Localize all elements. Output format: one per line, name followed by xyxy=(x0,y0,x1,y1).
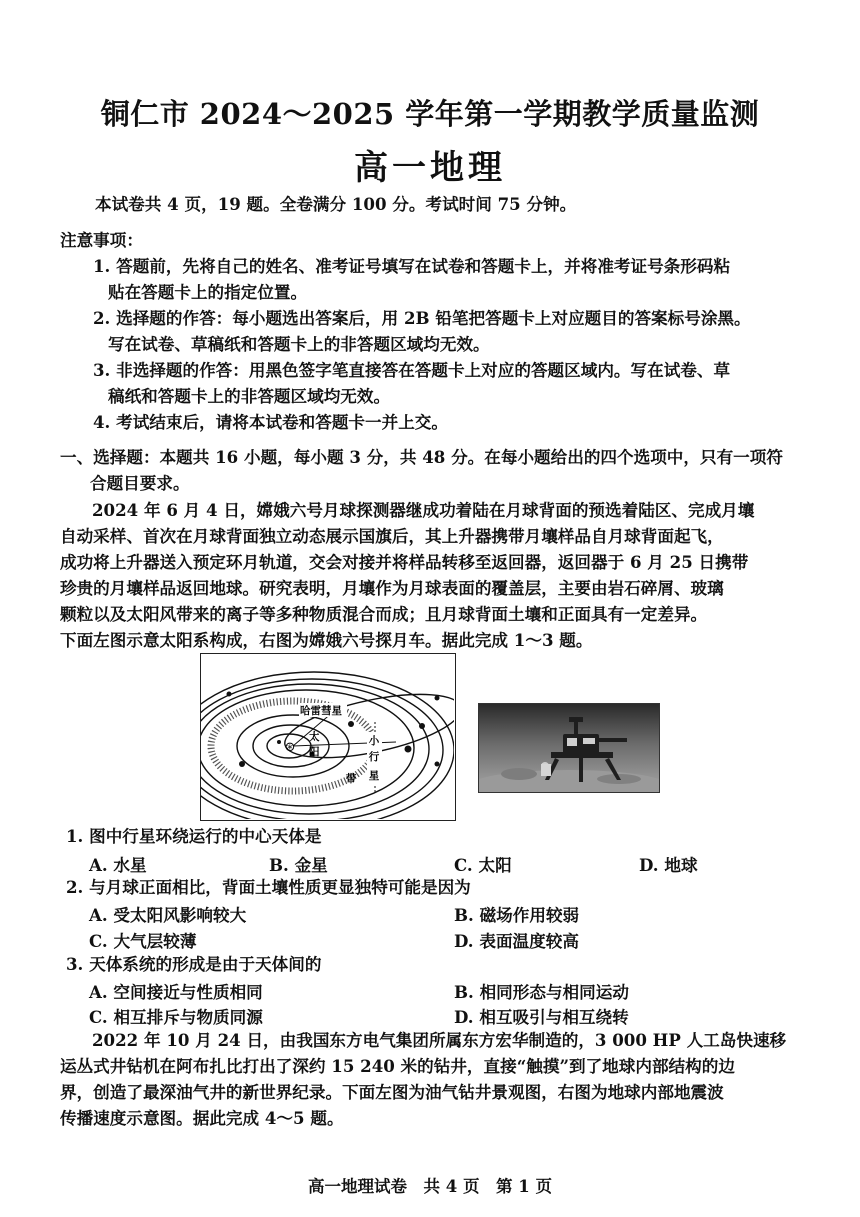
passage-line: 运丛式井钻机在阿布扎比打出了深约 15 240 米的钻井，直接“触摸”到了地球内部结构的边 xyxy=(60,1056,735,1076)
notice-line: 3. 非选择题的作答：用黑色签字笔直接答在答题卡上对应的答题区域内。写在试卷、草 xyxy=(93,360,731,380)
option-b: B. 磁场作用较弱 xyxy=(454,905,580,925)
notice-line: 贴在答题卡上的指定位置。 xyxy=(108,282,308,302)
passage-line: 自动采样、首次在月球背面独立动态展示国旗后，其上升器携带月壤样品自月球背面起飞， xyxy=(60,526,724,546)
asteroid-label: 小 xyxy=(368,735,380,747)
option-a: A. 空间接近与性质相同 xyxy=(89,982,263,1002)
lunar-rover-photo xyxy=(478,703,660,793)
asteroid-label: 行 xyxy=(368,751,380,763)
exam-title: 铜仁市 2024～2025 学年第一学期教学质量监测 xyxy=(100,97,760,131)
notice-line: 2. 选择题的作答：每小题选出答案后，用 2B 铅笔把答题卡上对应题目的答案标号涂黑。 xyxy=(93,308,751,328)
option-a: A. 水星 xyxy=(89,855,147,875)
passage-line: 界，创造了最深油气井的新世界纪录。下面左图为油气钻井景观图，右图为地球内部地震波 xyxy=(60,1082,724,1102)
option-c: C. 相互排斥与物质同源 xyxy=(89,1007,263,1027)
lunar-rover-image xyxy=(479,704,659,792)
option-d: D. 相互吸引与相互绕转 xyxy=(454,1007,629,1027)
passage-line: 珍贵的月壤样品返回地球。研究表明，月壤作为月球表面的覆盖层，主要由岩石碎屑、玻璃 xyxy=(60,578,724,598)
option-d: D. 地球 xyxy=(639,855,698,875)
notice-line: 1. 答题前，先将自己的姓名、准考证号填写在试卷和答题卡上，并将准考证号条形码粘 xyxy=(93,256,731,276)
passage-line: 传播速度示意图。据此完成 4～5 题。 xyxy=(60,1108,344,1128)
subject-title: 高一地理 xyxy=(354,148,506,188)
comet-label: 哈雷彗星 xyxy=(300,705,342,717)
passage-line: 2022 年 10 月 24 日，由我国东方电气集团所属东方宏华制造的，3 000 HP 人工岛快速移 xyxy=(92,1030,787,1050)
option-b: B. 金星 xyxy=(269,855,328,875)
passage-line: 颗粒以及太阳风带来的离子等多种物质混合而成；且月球背面土壤和正面具有一定差异。 xyxy=(60,604,708,624)
solar-system-diagram xyxy=(200,653,456,821)
passage-line: 2024 年 6 月 4 日，嫦娥六号月球探测器继成功着陆在月球背面的预选着陆区、完成月壤 xyxy=(92,500,755,520)
notice-line: 4. 考试结束后，请将本试卷和答题卡一并上交。 xyxy=(93,412,448,432)
solar-system-svg xyxy=(201,654,454,819)
notice-line: 稿纸和答题卡上的非答题区域均无效。 xyxy=(108,386,391,406)
section-heading: 一、选择题：本题共 16 小题，每小题 3 分，共 48 分。在每小题给出的四个选项中，只有一项符 xyxy=(60,447,783,467)
option-a: A. 受太阳风影响较大 xyxy=(89,905,247,925)
passage-line: 成功将上升器送入预定环月轨道，交会对接并将样品转移至返回器，返回器于 6 月 25 日携带 xyxy=(60,552,749,572)
option-c: C. 大气层较薄 xyxy=(89,931,197,951)
asteroid-label: 带 xyxy=(345,773,357,785)
notice-heading: 注意事项： xyxy=(60,230,143,250)
option-c: C. 太阳 xyxy=(454,855,512,875)
sun-icon: ⊛ xyxy=(284,740,296,755)
sun-label: 阳 xyxy=(309,746,320,758)
section-heading-cont: 合题目要求。 xyxy=(90,473,190,493)
question-stem: 1. 图中行星环绕运行的中心天体是 xyxy=(66,826,322,846)
option-d: D. 表面温度较高 xyxy=(454,931,579,951)
option-b: B. 相同形态与相同运动 xyxy=(454,982,629,1002)
passage-line: 下面左图示意太阳系构成，右图为嫦娥六号探月车。据此完成 1～3 题。 xyxy=(60,630,593,650)
asteroid-label: 星 xyxy=(368,770,380,782)
question-stem: 2. 与月球正面相比，背面土壤性质更显独特可能是因为 xyxy=(66,877,471,897)
exam-info: 本试卷共 4 页，19 题。全卷满分 100 分。考试时间 75 分钟。 xyxy=(95,194,577,214)
page-footer: 高一地理试卷 共 4 页 第 1 页 xyxy=(308,1177,552,1196)
sun-label: 太 xyxy=(309,731,320,743)
notice-line: 写在试卷、草稿纸和答题卡上的非答题区域均无效。 xyxy=(108,334,490,354)
question-stem: 3. 天体系统的形成是由于天体间的 xyxy=(66,954,322,974)
